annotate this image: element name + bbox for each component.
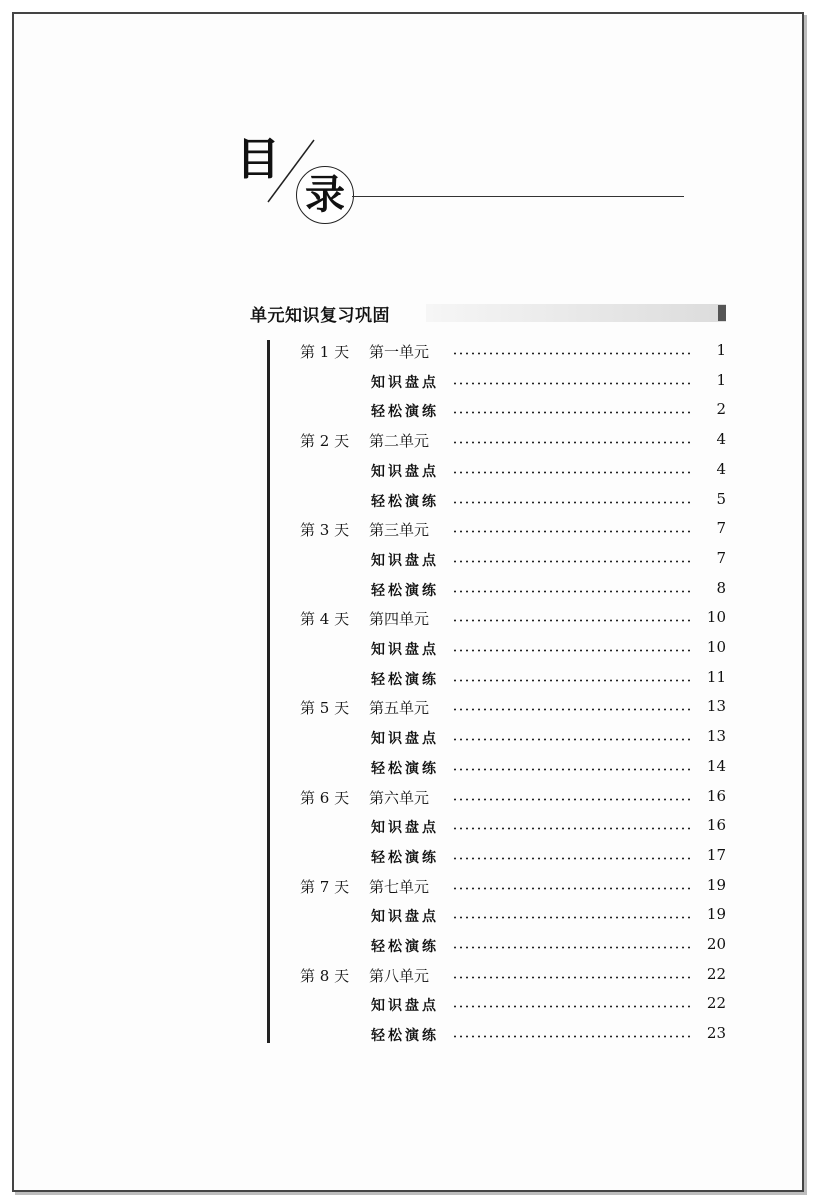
toc-leader-dots: [452, 768, 692, 771]
toc-sub-title: 轻松演练: [371, 493, 439, 510]
toc-leader-dots: [452, 827, 692, 830]
toc-day-label: 第 3 天: [300, 521, 350, 540]
toc-page-number: 22: [706, 964, 726, 983]
toc-unit-title: 第五单元: [369, 699, 430, 718]
toc-heading-char-2-circle: [296, 166, 354, 224]
heading-rule: [352, 196, 684, 197]
toc-page-number: 8: [716, 578, 726, 597]
toc-day-label: 第 7 天: [300, 877, 350, 896]
toc-entry-sub[interactable]: [0, 724, 816, 750]
toc-sub-title: 轻松演练: [371, 849, 439, 866]
toc-leader-dots: [452, 501, 692, 504]
toc-entry-sub[interactable]: [0, 487, 816, 513]
toc-entry-sub[interactable]: [0, 665, 816, 691]
toc-page-number: 14: [706, 756, 726, 775]
toc-page-number: 19: [706, 875, 726, 894]
toc-sub-title: 知识盘点: [371, 463, 439, 480]
toc-sub-title: 知识盘点: [371, 820, 439, 837]
toc-entry-unit[interactable]: [0, 873, 816, 899]
toc-entry-sub[interactable]: [0, 546, 816, 572]
toc-leader-dots: [452, 887, 692, 890]
toc-sub-title: 知识盘点: [371, 552, 439, 569]
toc-leader-dots: [452, 411, 692, 414]
toc-entry-sub[interactable]: [0, 397, 816, 423]
toc-page-number: 5: [716, 489, 726, 508]
toc-entry-sub[interactable]: [0, 754, 816, 780]
toc-leader-dots: [452, 352, 692, 355]
toc-heading-char-2: 录: [305, 171, 345, 218]
toc-page-number: 23: [706, 1024, 726, 1043]
toc-day-label: 第 8 天: [300, 966, 350, 985]
toc-page-number: 20: [706, 935, 726, 953]
toc-entry-sub[interactable]: [0, 902, 816, 928]
toc-day-label: 第 6 天: [300, 788, 350, 807]
toc-entry-unit[interactable]: [0, 962, 816, 988]
toc-page-number: 2: [716, 400, 726, 419]
toc-leader-dots: [452, 916, 692, 919]
toc-leader-dots: [452, 530, 692, 533]
toc-leader-dots: [452, 1005, 692, 1008]
toc-sub-title: 轻松演练: [371, 1028, 439, 1045]
toc-leader-dots: [452, 738, 692, 741]
toc-page-number: 4: [716, 459, 726, 478]
toc-sub-title: 轻松演练: [371, 582, 439, 599]
toc-sub-title: 知识盘点: [371, 642, 439, 658]
toc-entry-sub[interactable]: [0, 576, 816, 602]
toc-entry-sub[interactable]: [0, 635, 816, 661]
toc-page-number: 7: [716, 548, 726, 567]
toc-entry-unit[interactable]: [0, 605, 816, 631]
toc-day-label: 第 5 天: [300, 699, 350, 718]
toc-leader-dots: [452, 976, 692, 979]
toc-sub-title: 轻松演练: [371, 760, 439, 777]
section-band-decoration: [426, 304, 726, 322]
toc-page-number: 1: [716, 370, 726, 389]
toc-leader-dots: [452, 560, 692, 563]
toc-unit-title: 第一单元: [369, 343, 430, 361]
section-title: 单元知识复习巩固: [250, 306, 390, 326]
toc-entry-unit[interactable]: [0, 694, 816, 720]
toc-leader-dots: [452, 649, 692, 652]
toc-page-number: 10: [706, 638, 726, 656]
toc-entry-unit[interactable]: [0, 338, 816, 364]
toc-leader-dots: [452, 619, 692, 622]
toc-entry-unit[interactable]: [0, 784, 816, 810]
toc-entry-sub[interactable]: [0, 843, 816, 869]
toc-day-label: 第 1 天: [300, 343, 350, 361]
toc-sub-title: 轻松演练: [371, 671, 439, 688]
toc-heading-char-1: 目: [236, 134, 280, 185]
toc-leader-dots: [452, 1035, 692, 1038]
toc-leader-dots: [452, 946, 692, 949]
toc-page-number: 16: [706, 816, 726, 835]
toc-unit-title: 第二单元: [369, 432, 430, 451]
toc-entry-sub[interactable]: [0, 1021, 816, 1047]
toc-sub-title: 知识盘点: [371, 909, 439, 926]
toc-unit-title: 第八单元: [369, 966, 430, 985]
toc-entry-sub[interactable]: [0, 991, 816, 1017]
toc-leader-dots: [452, 590, 692, 593]
toc-page-number: 22: [706, 994, 726, 1013]
toc-leader-dots: [452, 679, 692, 682]
toc-leader-dots: [452, 382, 692, 385]
toc-page-number: 13: [706, 727, 726, 746]
toc-leader-dots: [452, 798, 692, 801]
section-band-end-decoration: [718, 305, 726, 321]
toc-entry-unit[interactable]: [0, 427, 816, 453]
toc-unit-title: 第六单元: [369, 788, 430, 807]
toc-day-label: 第 4 天: [300, 610, 350, 629]
toc-unit-title: 第七单元: [369, 877, 430, 896]
toc-entry-unit[interactable]: [0, 516, 816, 542]
toc-entry-sub[interactable]: [0, 457, 816, 483]
toc-page-number: 1: [716, 341, 726, 359]
toc-leader-dots: [452, 708, 692, 711]
toc-leader-dots: [452, 857, 692, 860]
toc-page-number: 17: [706, 845, 726, 864]
toc-sub-title: 知识盘点: [371, 998, 439, 1015]
toc-sub-title: 知识盘点: [371, 374, 439, 391]
toc-leader-dots: [452, 471, 692, 474]
toc-leader-dots: [452, 441, 692, 444]
toc-page-number: 10: [706, 608, 726, 627]
toc-sub-title: 知识盘点: [371, 731, 439, 748]
toc-page-number: 19: [706, 905, 726, 924]
toc-page-number: 16: [706, 786, 726, 805]
toc-day-label: 第 2 天: [300, 432, 350, 451]
toc-sub-title: 轻松演练: [371, 939, 439, 955]
toc-sub-title: 轻松演练: [371, 404, 439, 421]
toc-entry-sub[interactable]: [0, 932, 816, 958]
toc-page-number: 7: [716, 519, 726, 538]
toc-page-number: 11: [706, 667, 726, 686]
toc-page-number: 13: [706, 697, 726, 716]
toc-entry-sub[interactable]: [0, 813, 816, 839]
toc-entry-sub[interactable]: [0, 368, 816, 394]
toc-unit-title: 第四单元: [369, 610, 430, 629]
toc-page-number: 4: [716, 430, 726, 449]
toc-unit-title: 第三单元: [369, 521, 430, 540]
